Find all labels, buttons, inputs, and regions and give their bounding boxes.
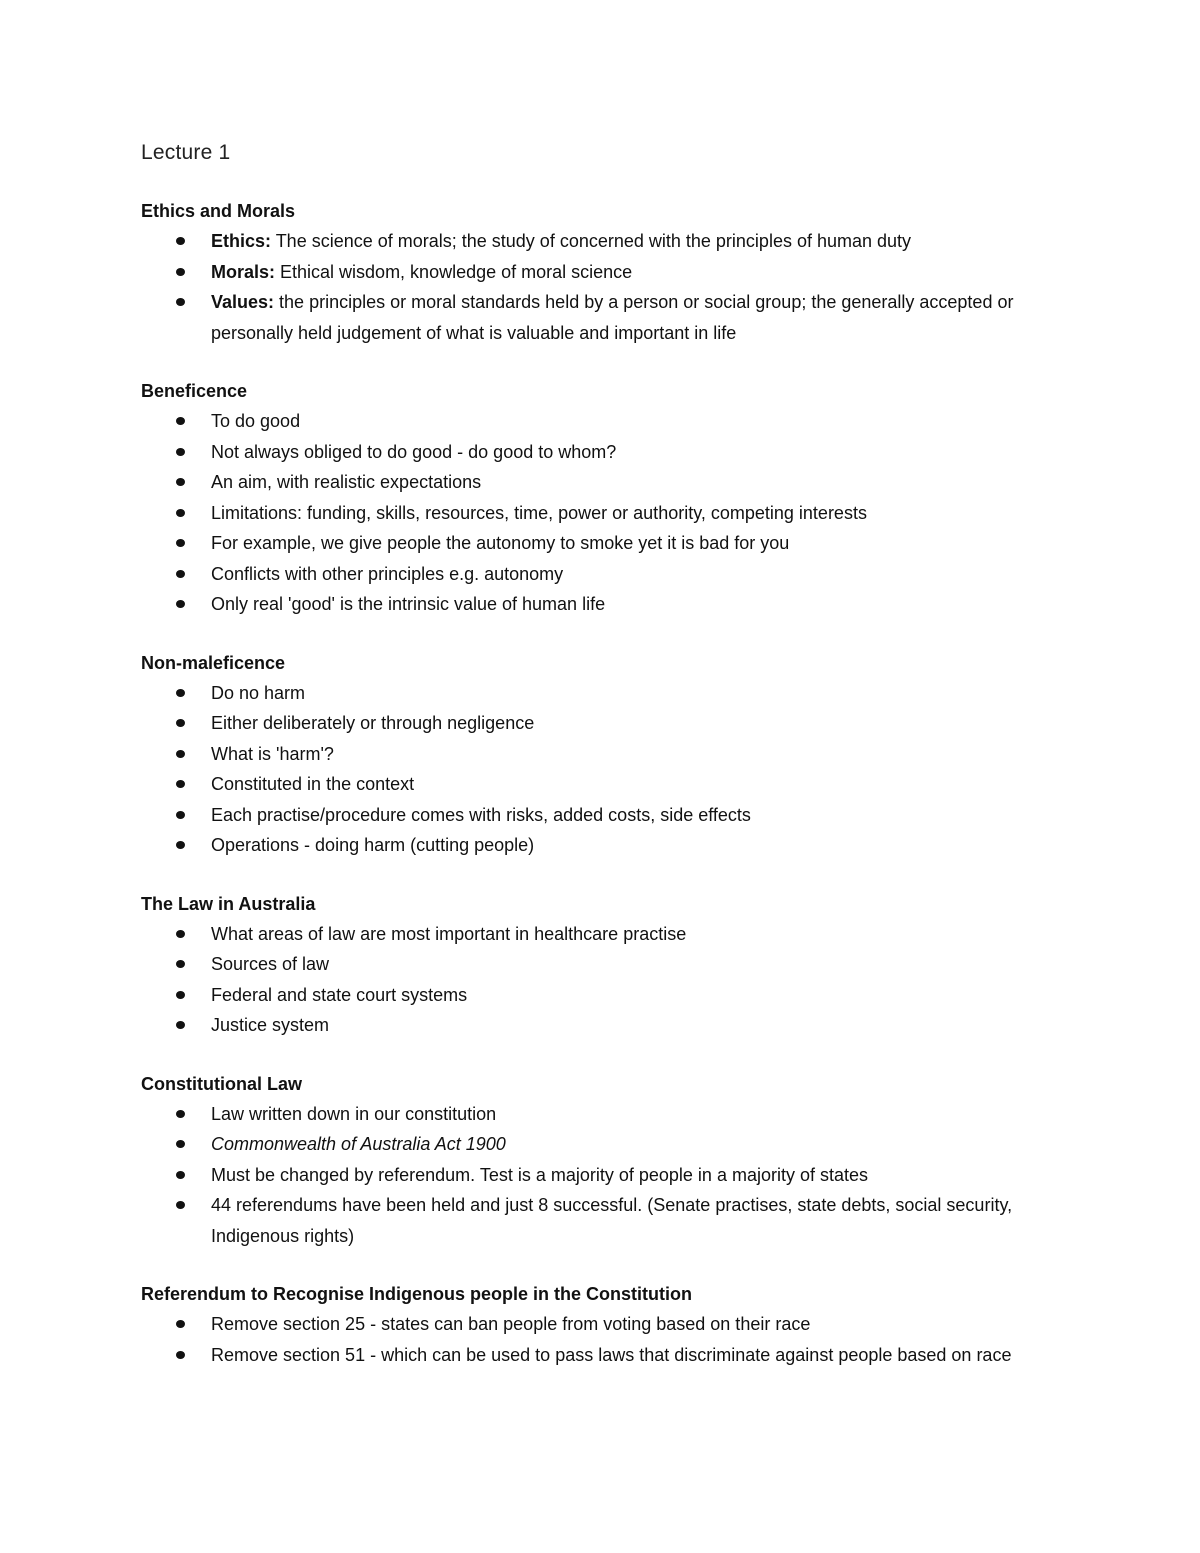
bullet-icon (176, 570, 185, 578)
bullet-icon (176, 960, 185, 968)
list-item (141, 528, 1061, 559)
section-heading: Beneficence (141, 381, 248, 401)
item-text: What is 'harm'? (211, 743, 334, 764)
bullet-icon (176, 1351, 185, 1359)
bullet-icon (176, 689, 185, 697)
term-label: Ethics: (211, 231, 272, 251)
bullet-icon (176, 509, 185, 517)
item-text: Operations - doing harm (cutting people) (211, 835, 535, 855)
item-text: What areas of law are most important in healthcare practise (211, 923, 687, 944)
list-item (141, 287, 1061, 348)
bullet-list (141, 1309, 1061, 1370)
item-text: To do good (211, 411, 301, 431)
item-text: Remove section 51 - which can be used to pass laws that discriminate against people based on race (211, 1344, 1012, 1365)
item-text: Federal and state court systems (211, 984, 468, 1005)
section (141, 1069, 1061, 1252)
bullet-list (141, 406, 1061, 620)
item-text: Do no harm (211, 682, 306, 703)
item-text: For example, we give people the autonomy to smoke yet it is bad for you (211, 533, 790, 553)
item-text: 44 referendums have been held and just 8 successful. (Senate practises, state debts, social security, Indigenous rights) (211, 1195, 1013, 1246)
item-text: Each practise/procedure comes with risks, added costs, side effects (211, 804, 751, 825)
bullet-icon (176, 478, 185, 486)
section (141, 376, 1061, 620)
bullet-list (141, 1099, 1061, 1252)
list-item (141, 1340, 1061, 1371)
list-item (141, 1160, 1061, 1191)
bullet-icon (176, 1110, 185, 1118)
bullet-icon (176, 1171, 185, 1179)
bullet-icon (176, 539, 185, 547)
list-item (141, 678, 1061, 709)
item-text: Must be changed by referendum. Test is a majority of people in a majority of states (211, 1164, 868, 1185)
list-item (141, 1010, 1061, 1041)
list-item (141, 406, 1061, 437)
item-text: Limitations: funding, skills, resources, time, power or authority, competing interests (211, 502, 867, 523)
bullet-icon (176, 780, 185, 788)
list-item (141, 800, 1061, 831)
item-text: Law written down in our constitution (211, 1103, 497, 1124)
item-text: Not always obliged to do good - do good to whom? (211, 441, 617, 462)
bullet-icon (176, 1140, 185, 1148)
list-item (141, 1309, 1061, 1340)
section (141, 889, 1061, 1041)
section-heading: The Law in Australia (141, 893, 316, 914)
list-item (141, 980, 1061, 1011)
list-item (141, 257, 1061, 288)
section-heading: Ethics and Morals (141, 201, 296, 221)
item-text: Commonwealth of Australia Act 1900 (211, 1134, 506, 1154)
section (141, 648, 1061, 861)
list-item (141, 769, 1061, 800)
term-label: Morals: (211, 261, 276, 282)
list-item (141, 708, 1061, 739)
bullet-icon (176, 750, 185, 758)
list-item (141, 467, 1061, 498)
sections-container (141, 196, 1061, 1370)
item-text: Either deliberately or through negligence (211, 713, 535, 733)
item-text: An aim, with realistic expectations (211, 472, 482, 492)
bullet-list (141, 919, 1061, 1041)
list-item (141, 589, 1061, 620)
bullet-icon (176, 1021, 185, 1029)
bullet-icon (176, 1201, 185, 1209)
item-text: Ethical wisdom, knowledge of moral science (275, 261, 633, 282)
bullet-icon (176, 268, 185, 276)
section-heading: Constitutional Law (141, 1073, 302, 1094)
bullet-icon (176, 930, 185, 938)
bullet-icon (176, 237, 185, 245)
document-page (141, 138, 1061, 1398)
item-text: The science of morals; the study of concerned with the principles of human duty (271, 231, 912, 251)
bullet-icon (176, 1320, 185, 1328)
bullet-list (141, 226, 1061, 348)
bullet-icon (176, 719, 185, 727)
bullet-icon (176, 448, 185, 456)
list-item (141, 226, 1061, 257)
section (141, 196, 1061, 348)
bullet-icon (176, 298, 185, 306)
bullet-icon (176, 841, 185, 849)
bullet-list (141, 678, 1061, 861)
list-item (141, 949, 1061, 980)
section-heading: Referendum to Recognise Indigenous people in the Constitution (141, 1284, 693, 1304)
item-text: the principles or moral standards held by a person or social group; the generally accepted or personally held judgement of what is valuable and important in life (211, 292, 1014, 343)
list-item (141, 1099, 1061, 1130)
list-item (141, 739, 1061, 770)
bullet-icon (176, 600, 185, 608)
item-text: Sources of law (211, 954, 330, 974)
list-item (141, 559, 1061, 590)
list-item (141, 830, 1061, 861)
term-label: Values: (211, 292, 275, 312)
item-text: Only real 'good' is the intrinsic value of human life (211, 594, 606, 614)
section-heading: Non-maleficence (141, 652, 286, 673)
list-item (141, 498, 1061, 529)
list-item (141, 437, 1061, 468)
list-item (141, 1190, 1061, 1251)
item-text: Conflicts with other principles e.g. autonomy (211, 563, 564, 584)
section (141, 1279, 1061, 1370)
item-text: Justice system (211, 1015, 330, 1035)
bullet-icon (176, 417, 185, 425)
list-item (141, 919, 1061, 950)
bullet-icon (176, 811, 185, 819)
item-text: Constituted in the context (211, 774, 415, 794)
list-item (141, 1129, 1061, 1160)
bullet-icon (176, 991, 185, 999)
item-text: Remove section 25 - states can ban people from voting based on their race (211, 1314, 811, 1334)
page-title: Lecture 1 (141, 141, 231, 164)
